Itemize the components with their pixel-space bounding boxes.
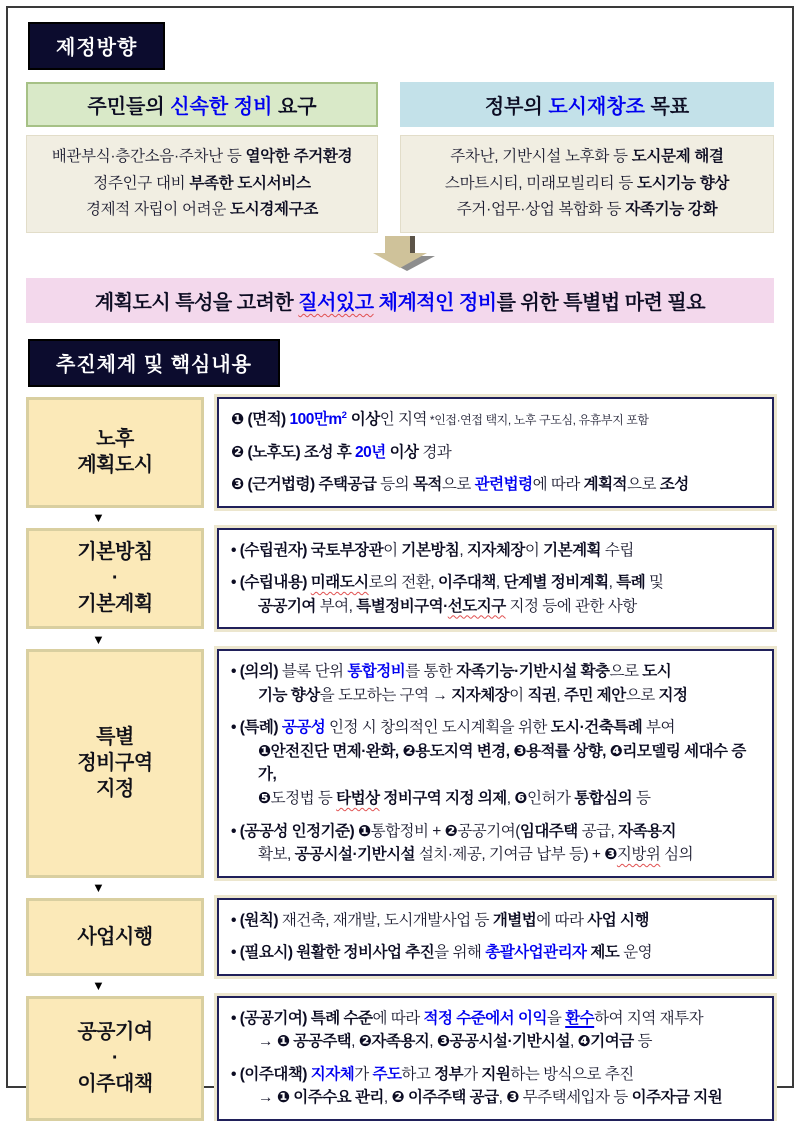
text-segment: 주택공급 (318, 476, 377, 494)
text-segment: • (231, 911, 240, 929)
down-triangle-icon: ▼ (92, 510, 105, 526)
down-triangle-icon: ▼ (92, 978, 105, 994)
row-label-line: 계획도시 (77, 454, 153, 477)
section-title-framework: 추진체계 및 핵심내용 (28, 339, 280, 387)
row-label-basic-policy-basic-plan (26, 528, 204, 630)
content-line (231, 787, 760, 811)
row-label-line: 이주대책 (77, 1073, 153, 1096)
content-line (231, 843, 760, 867)
text-segment: 을 (546, 1009, 566, 1027)
content-line (231, 941, 760, 965)
text-segment: 부족한 도시서비스 (189, 174, 311, 192)
text-segment: 하고 (401, 1065, 435, 1083)
text-segment: • (231, 1009, 240, 1027)
text-segment: ❸ (231, 476, 248, 494)
text-segment: (공공성 인정기준) (239, 822, 358, 840)
row-separator (26, 629, 774, 649)
content-line (231, 820, 760, 844)
text-segment: (의의) (239, 663, 279, 681)
text-segment: (이주대책) (239, 1065, 311, 1083)
text-segment: 등의 (376, 476, 413, 494)
text-segment: 목적 (412, 476, 442, 494)
text-segment: 인 지역 (379, 410, 427, 428)
text-segment: 배관부식·층간소음·주차난 등 (51, 148, 246, 165)
text-segment: 확보, (258, 846, 295, 864)
text-segment: 수립 (601, 541, 634, 559)
text-segment: 스마트시티, 미래모빌리티 등 (444, 174, 638, 192)
text-segment: 공급, (577, 822, 619, 840)
content-line (231, 441, 760, 465)
text-segment: 부여, (315, 597, 357, 615)
residents-issues-box (26, 135, 378, 233)
row-label-line: 노후 (96, 428, 134, 451)
text-segment: 통합정비 (347, 663, 406, 681)
text-segment: (공공기여) (239, 1009, 311, 1027)
text-segment: 미래도시 (310, 574, 369, 592)
text-segment: 특례 (616, 574, 646, 592)
text-segment: 으로 (609, 663, 643, 681)
row-label-line: · (111, 1047, 119, 1070)
text-segment: , (351, 1033, 359, 1051)
text-segment: 제도 (586, 944, 620, 962)
row-label-line: 기본방침 (77, 541, 153, 564)
text-segment: 이 (509, 686, 528, 704)
text-segment: 에 따라 (372, 1009, 424, 1027)
government-column (400, 82, 774, 233)
text-segment: • (231, 541, 240, 559)
text-segment: ❸ (604, 846, 617, 864)
text-segment: 운영 (619, 944, 653, 962)
row-label-line: 정비구역 (77, 752, 153, 775)
flow-row-public-contribution-relocation (26, 996, 774, 1121)
text-segment: , (608, 574, 617, 592)
down-arrow-icon (345, 236, 455, 276)
text-segment: 열악한 주거환경 (245, 148, 353, 165)
row-label-line: · (111, 567, 119, 590)
text-segment: • (231, 944, 240, 962)
text-segment: 20년 (355, 443, 386, 461)
text-segment: 총괄사업관리자 (485, 944, 587, 962)
text-segment: 계획적 (583, 476, 628, 494)
text-segment: 주차난, 기반시설 노후화 등 (450, 148, 632, 165)
text-segment: 국토부장관 (310, 541, 384, 559)
goal-line (403, 144, 771, 171)
text-segment: • (231, 1065, 240, 1083)
text-segment: ❶ (357, 822, 371, 840)
text-segment: 재건축, 재개발, 도시개발사업 등 (278, 911, 493, 929)
row-label-line: 기본계획 (77, 593, 153, 616)
text-segment: 자족기능 강화 (625, 201, 718, 219)
row-label-line: 공공기여 (77, 1021, 153, 1044)
top-comparison (26, 82, 774, 233)
content-line (231, 740, 760, 787)
text-segment: (면적) (247, 410, 290, 428)
content-line (231, 684, 760, 708)
row-label-line: 지정 (96, 778, 134, 801)
text-segment: 계획도시 특성을 고려한 (94, 291, 299, 314)
text-segment: 개별법 (492, 911, 537, 929)
text-segment: • (231, 719, 240, 737)
text-segment: 조성 (659, 476, 689, 494)
text-segment: 등 (633, 1033, 652, 1051)
residents-column (26, 82, 378, 233)
flow-row-old-planned-city (26, 397, 774, 508)
text-segment: 도시 (642, 663, 672, 681)
text-segment: → (258, 1089, 277, 1107)
row-label-line: 특별 (96, 726, 134, 749)
content-line (231, 473, 760, 497)
content-line (231, 1030, 760, 1054)
row-content-special-maintenance-zone-designation (217, 649, 774, 877)
content-line (231, 1063, 760, 1087)
text-segment: 주도 (372, 1065, 402, 1083)
text-segment: 를 통한 (405, 663, 457, 681)
text-segment: 를 위한 (496, 291, 564, 314)
text-segment: 단계별 정비계획 (503, 574, 609, 592)
text-segment: (노후도) (247, 443, 304, 461)
row-label-public-contribution-relocation (26, 996, 204, 1121)
text-segment: 에 따라 (532, 476, 584, 494)
text-segment: (수립권자) (239, 541, 311, 559)
text-segment: 인정 시 창의적인 도시계획을 위한 (325, 719, 551, 737)
text-segment: ❻ (514, 789, 528, 807)
text-segment: 도시경제구조 (230, 201, 319, 219)
text-segment: *인접·연접 택지, 노후 구도심, 유휴부지 포함 (426, 412, 649, 427)
text-segment: 조성 후 (304, 443, 356, 461)
goal-line (403, 197, 771, 224)
content-line (231, 716, 760, 740)
text-segment: 및 (645, 574, 664, 592)
text-segment: 이상 (350, 410, 380, 428)
text-segment: , (429, 1033, 437, 1051)
document-page (6, 6, 794, 1107)
text-segment: 이상 (385, 443, 419, 461)
text-segment: 선도지구 (447, 597, 506, 615)
text-segment: 공공성 (281, 719, 326, 737)
text-segment: 통합심의 (574, 789, 633, 807)
text-segment: (수립내용) (239, 574, 311, 592)
down-triangle-icon: ▼ (92, 631, 105, 647)
flow-rows (26, 397, 774, 1121)
text-segment: 자족기능·기반시설 확충 (456, 663, 610, 681)
text-segment: 지정 (658, 686, 688, 704)
content-line (231, 571, 760, 595)
text-segment: (필요시) (239, 944, 297, 962)
text-segment: 관련법령 (474, 476, 533, 494)
content-line (231, 408, 760, 432)
text-segment: ❷ 이주주택 공급 (391, 1089, 499, 1107)
text-segment: 으로 (625, 686, 659, 704)
text-segment: 블록 단위 (278, 663, 348, 681)
row-label-special-maintenance-zone-designation (26, 649, 204, 877)
text-segment: 질서있고 (298, 291, 374, 314)
text-segment: 지자체장 (466, 541, 525, 559)
text-segment: ❶ 이주수요 관리 (276, 1089, 384, 1107)
text-segment: 등 (632, 789, 651, 807)
text-segment: 체계적인 정비 (378, 291, 497, 314)
government-goal-header (400, 82, 774, 127)
government-goals-box (400, 135, 774, 233)
down-arrow-head (373, 253, 427, 268)
text-segment: 지원 (481, 1065, 511, 1083)
text-segment: ❹기여금 (577, 1033, 634, 1051)
text-segment: ❸ (506, 1089, 519, 1107)
text-segment: 임대주택 (519, 822, 578, 840)
row-label-project-implementation (26, 898, 204, 976)
text-segment: 으로 (441, 476, 475, 494)
text-segment: , (498, 1089, 507, 1107)
text-segment: • (231, 663, 240, 681)
text-segment: ❺ (258, 789, 271, 807)
row-separator (26, 976, 774, 996)
text-segment: 을 위해 (434, 944, 486, 962)
text-segment: • (231, 574, 240, 592)
issue-line (29, 171, 375, 198)
text-segment: 기본방침 (401, 541, 460, 559)
text-segment: 원활한 정비사업 추진 (296, 944, 435, 962)
text-segment: 로의 전환, (368, 574, 438, 592)
text-segment: 공공기여( (457, 822, 520, 840)
text-segment: 이 (524, 541, 544, 559)
text-segment: 환수 (565, 1009, 595, 1027)
flow-row-special-maintenance-zone-designation (26, 649, 774, 877)
text-segment: 적정 수준에서 이익 (423, 1009, 547, 1027)
text-segment: ❶ 공공주택 (276, 1033, 352, 1051)
text-segment: 지정 등에 관한 사항 (505, 597, 637, 615)
text-segment: 도정법 등 (270, 789, 337, 807)
section-title-enactment: 제정방향 (28, 22, 165, 70)
text-segment: , (383, 1089, 392, 1107)
text-segment: (특례) (239, 719, 282, 737)
down-triangle-icon: ▼ (92, 880, 105, 896)
text-segment: 공공기여 (258, 597, 316, 615)
text-segment: 도시재창조 (548, 96, 645, 118)
text-segment: 목표 (644, 96, 690, 118)
text-segment: 기본계획 (543, 541, 602, 559)
text-segment: 특별정비구역· (356, 597, 448, 615)
text-segment: 100만m (289, 410, 342, 428)
text-segment: 주민들의 (87, 96, 171, 118)
text-segment: 자족용지 (618, 822, 677, 840)
text-segment: (근거법령) (247, 476, 319, 494)
row-content-old-planned-city (217, 397, 774, 508)
text-segment: 도시·건축특례 (550, 719, 643, 737)
text-segment: , (556, 686, 565, 704)
text-segment: , (570, 1033, 578, 1051)
text-segment: ❶ (231, 410, 248, 428)
text-segment: 하는 방식으로 추진 (510, 1065, 634, 1083)
text-segment: 특별법 마련 필요 (563, 291, 706, 314)
goal-line (403, 171, 771, 198)
text-segment: 기능 향상 (258, 686, 320, 704)
row-separator (26, 508, 774, 528)
row-content-public-contribution-relocation (217, 996, 774, 1121)
text-segment: ❷자족용지 (358, 1033, 430, 1051)
text-segment: 직권 (527, 686, 557, 704)
text-segment: 지자체장 (451, 686, 510, 704)
text-segment: 주민 제안 (564, 686, 626, 704)
text-segment: 신속한 정비 (170, 96, 273, 118)
text-segment: 요구 (272, 96, 317, 118)
text-segment: 지자체 (310, 1065, 355, 1083)
text-segment: 부여 (642, 719, 675, 737)
text-segment: 에 따라 (536, 911, 588, 929)
text-segment: 으로 (627, 476, 660, 494)
text-segment: 정주인구 대비 (93, 174, 190, 192)
text-segment: 공공시설·기반시설 (294, 846, 416, 864)
text-segment: 이주자금 지원 (631, 1089, 723, 1107)
text-segment: 이 (383, 541, 402, 559)
text-segment: 통합정비 + (370, 822, 445, 840)
text-segment: 2 (341, 409, 347, 421)
text-segment: 주거·업무·상업 복합화 등 (456, 201, 626, 219)
row-label-line: 사업시행 (77, 925, 153, 948)
text-segment: , (495, 574, 504, 592)
content-line (231, 1007, 760, 1031)
text-segment: 무주택세입자 등 (518, 1089, 632, 1107)
text-segment: 경과 (418, 443, 452, 461)
text-segment: 설치·제공, 기여금 납부 등) + (415, 846, 605, 864)
text-segment: , (506, 789, 515, 807)
text-segment: 도시문제 해결 (631, 148, 724, 165)
text-segment: 정비구역 지정 의제 (379, 789, 507, 807)
residents-demand-header (26, 82, 378, 127)
text-segment: ❸공공시설·기반시설 (436, 1033, 570, 1051)
text-segment: 사업 시행 (587, 911, 649, 929)
issue-line (29, 197, 375, 224)
row-content-basic-policy-basic-plan (217, 528, 774, 630)
row-content-project-implementation (217, 898, 774, 976)
row-separator (26, 878, 774, 898)
content-line (231, 909, 760, 933)
content-line (231, 1086, 760, 1110)
text-segment: 지방위 (616, 846, 661, 864)
text-segment: 을 도모하는 구역 → (319, 686, 452, 704)
text-segment: 경제적 자립이 어려운 (85, 201, 231, 219)
text-segment: , (459, 541, 467, 559)
text-segment: 정부의 (484, 96, 549, 118)
special-law-banner (26, 278, 774, 323)
content-line (231, 595, 760, 619)
flow-row-basic-policy-basic-plan (26, 528, 774, 630)
content-line (231, 660, 760, 684)
text-segment: ❷ (231, 443, 248, 461)
text-segment: 가 (354, 1065, 373, 1083)
text-segment: (원칙) (239, 911, 279, 929)
text-segment: 정부 (434, 1065, 464, 1083)
issue-line (29, 144, 375, 171)
text-segment: 타법상 (336, 789, 380, 807)
text-segment: 도시기능 향상 (637, 174, 730, 192)
text-segment: 인허가 (527, 789, 575, 807)
text-segment: 가 (463, 1065, 482, 1083)
text-segment: 하여 지역 재투자 (594, 1009, 704, 1027)
text-segment: → (258, 1033, 277, 1051)
text-segment: 심의 (660, 846, 694, 864)
row-label-old-planned-city (26, 397, 204, 508)
text-segment: ❷ (444, 822, 458, 840)
flow-row-project-implementation (26, 898, 774, 976)
content-line (231, 539, 760, 563)
text-segment: 특례 수준 (310, 1009, 373, 1027)
text-segment: 이주대책 (437, 574, 496, 592)
text-segment: • (231, 822, 240, 840)
text-segment: ❶안전진단 면제·완화, ❷용도지역 변경, ❸용적률 상향, ❹리모델링 세대수 증가, (258, 742, 746, 784)
